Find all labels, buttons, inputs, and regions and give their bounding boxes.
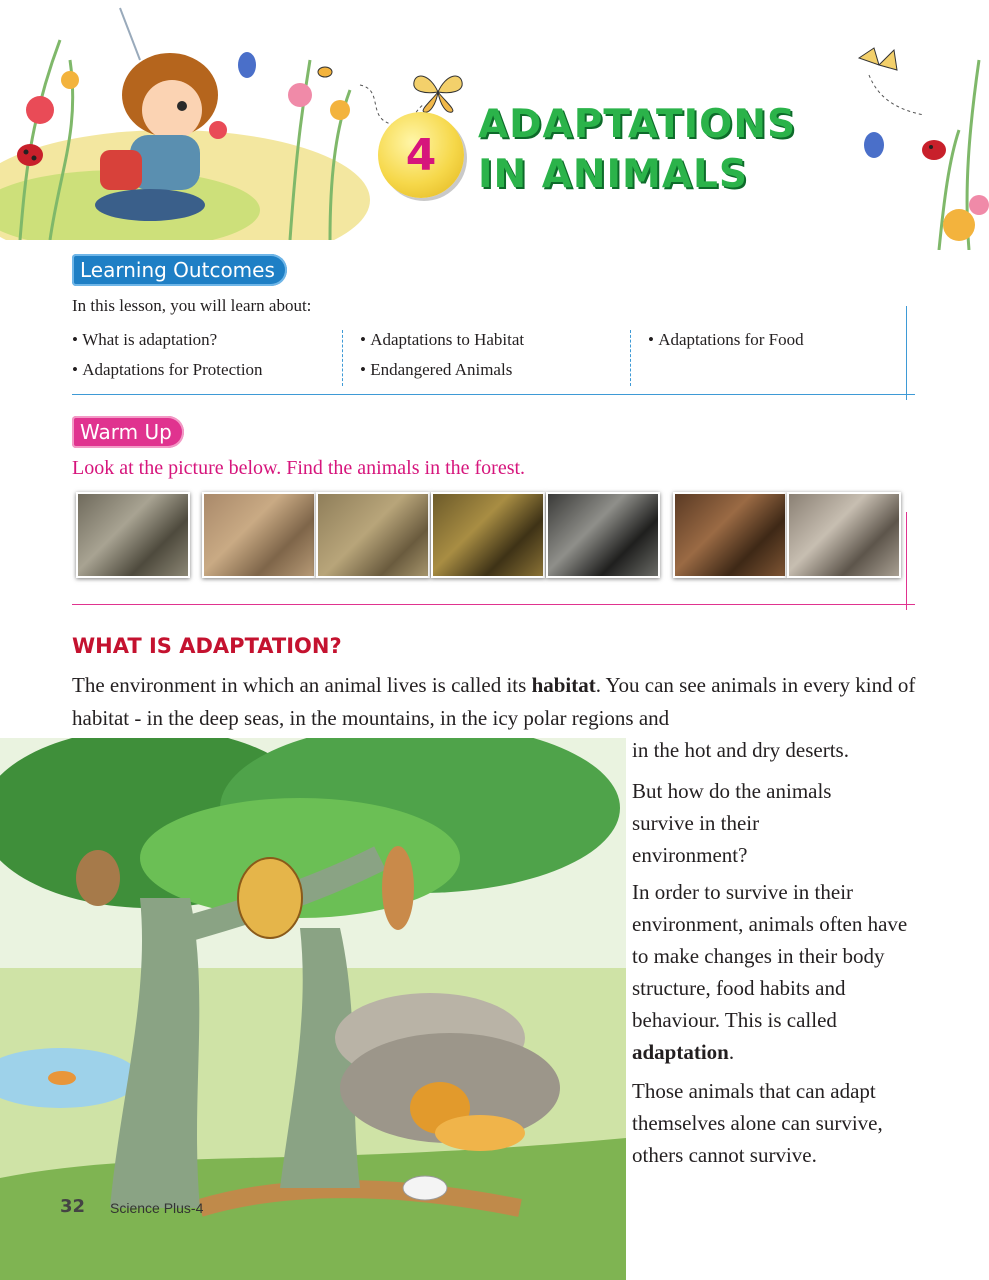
- chapter-title-line2: IN ANIMALS: [478, 152, 748, 197]
- chapter-title: [478, 100, 818, 200]
- section-divider: [72, 604, 915, 605]
- forest-animals-illustration: [0, 738, 626, 1280]
- outcome-item: • Adaptations to Habitat: [360, 325, 524, 355]
- outcomes-column-3: [648, 325, 804, 355]
- outcomes-column-2: [360, 325, 524, 385]
- section-heading: WHAT IS ADAPTATION?: [72, 634, 342, 658]
- paragraph-text: .: [728, 1040, 735, 1064]
- section-divider-tick: [906, 306, 907, 400]
- paragraph-text: . You can see animals in every kind of habitat - in the deep seas, in the mountains, in the icy polar regions and: [72, 673, 916, 730]
- adaptation-paragraph: [632, 876, 927, 1068]
- outcome-item: • Adaptations for Food: [648, 325, 804, 355]
- habitat-paragraph: [72, 669, 922, 735]
- chapter-number: 4: [405, 129, 437, 181]
- survival-paragraph: Those animals that can adapt themselves alone can survive, others cannot survive.: [632, 1079, 883, 1167]
- flowers-butterfly-illustration: [819, 20, 989, 250]
- giraffe-in-trees-photo: [202, 492, 316, 578]
- outcome-item: • Endangered Animals: [360, 355, 524, 385]
- warm-up-heading: Warm Up: [72, 416, 184, 448]
- section-divider-tick: [906, 512, 907, 610]
- outcome-item: • What is adaptation?: [72, 325, 263, 355]
- habitat-term: habitat: [531, 673, 596, 697]
- chapter-title-line1: ADAPTATIONS: [478, 102, 797, 147]
- girl-garden-illustration: [0, 0, 370, 240]
- warm-up-instruction: Look at the picture below. Find the animals in the forest.: [72, 457, 526, 479]
- zebra-in-trees-photo: [546, 492, 660, 578]
- learning-outcomes-heading: Learning Outcomes: [72, 254, 287, 286]
- deer-in-bush-photo: [76, 492, 190, 578]
- side-question: But how do the animals survive in their environment?: [632, 779, 832, 867]
- side-text-line: in the hot and dry deserts.: [632, 738, 849, 762]
- paragraph-text: The environment in which an animal lives is called its: [72, 673, 532, 697]
- book-title: Science Plus-4: [110, 1200, 204, 1216]
- paragraph-text: In order to survive in their environment, animals often have to make changes in their body structure, food habits and behaviour. This is called: [632, 880, 908, 1032]
- outcome-item: • Adaptations for Protection: [72, 355, 263, 385]
- lion-in-grass-photo: [316, 492, 430, 578]
- chapter-number-badge: [378, 112, 464, 198]
- column-divider: [342, 330, 343, 386]
- adaptation-term: adaptation: [632, 1040, 729, 1064]
- outcomes-column-1: [72, 325, 263, 385]
- column-divider: [630, 330, 631, 386]
- learning-outcomes-intro: In this lesson, you will learn about:: [72, 296, 312, 315]
- page-number: 32: [60, 1196, 86, 1217]
- owl-on-bark-photo: [787, 492, 901, 578]
- snake-on-leaves-photo: [673, 492, 787, 578]
- leopard-in-grass-photo: [431, 492, 545, 578]
- section-divider: [72, 394, 915, 395]
